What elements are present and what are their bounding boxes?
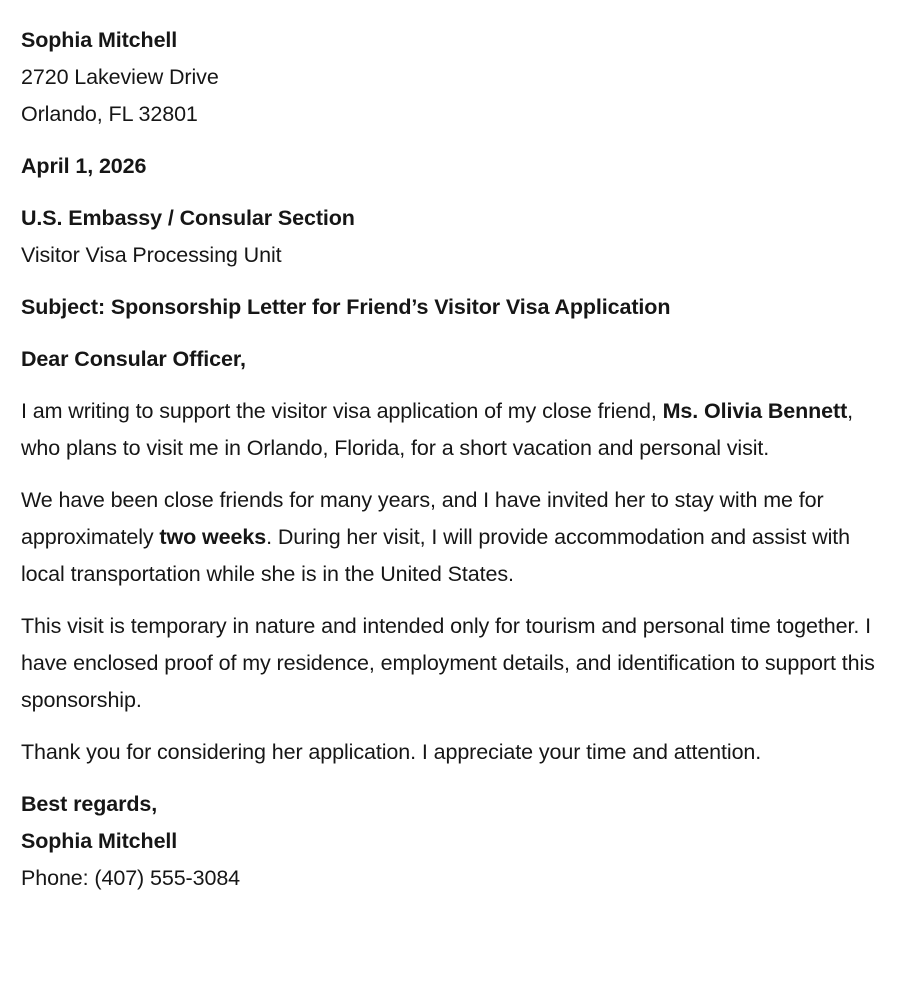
paragraph-1-emphasis-friend-name: Ms. Olivia Bennett	[662, 399, 848, 423]
sender-address-line-1: 2720 Lakeview Drive	[21, 65, 219, 89]
body-paragraph-2	[21, 482, 879, 593]
subject-block	[21, 289, 879, 326]
sender-name: Sophia Mitchell	[21, 28, 178, 52]
paragraph-2-text-part-2: . During her visit, I will provide accommodation and assist with local transportation while she is in the United States.	[21, 525, 850, 586]
body-paragraph-4: Thank you for considering her application. I appreciate your time and attention.	[21, 740, 762, 764]
closing-signature-name: Sophia Mitchell	[21, 829, 178, 853]
paragraph-1-text-part-1: I am writing to support the visitor visa application of my close friend,	[21, 399, 663, 423]
sender-block	[21, 22, 879, 133]
letter-date: April 1, 2026	[21, 154, 147, 178]
recipient-block	[21, 200, 879, 274]
subject-line: Subject: Sponsorship Letter for Friend’s Visitor Visa Application	[21, 295, 671, 319]
closing-block	[21, 786, 879, 897]
sender-address-line-2: Orlando, FL 32801	[21, 102, 198, 126]
salutation: Dear Consular Officer,	[21, 347, 246, 371]
paragraph-2-text-part-1: We have been close friends for many years, and I have invited her to stay with me for approximately	[21, 488, 824, 549]
body-paragraph-1	[21, 393, 879, 467]
recipient-department: Visitor Visa Processing Unit	[21, 243, 282, 267]
salutation-block	[21, 341, 879, 378]
paragraph-2-emphasis-duration: two weeks	[159, 525, 267, 549]
closing-phone: Phone: (407) 555-3084	[21, 866, 241, 890]
body-paragraph-3: This visit is temporary in nature and intended only for tourism and personal time together. I have enclosed proof of my residence, employment details, and identification to support this sponsorship.	[21, 614, 875, 712]
paragraph-1-text-part-2: , who plans to visit me in Orlando, Florida, for a short vacation and personal visit.	[21, 399, 854, 460]
date-block	[21, 148, 879, 185]
recipient-organization: U.S. Embassy / Consular Section	[21, 206, 355, 230]
closing-valediction: Best regards,	[21, 792, 158, 816]
